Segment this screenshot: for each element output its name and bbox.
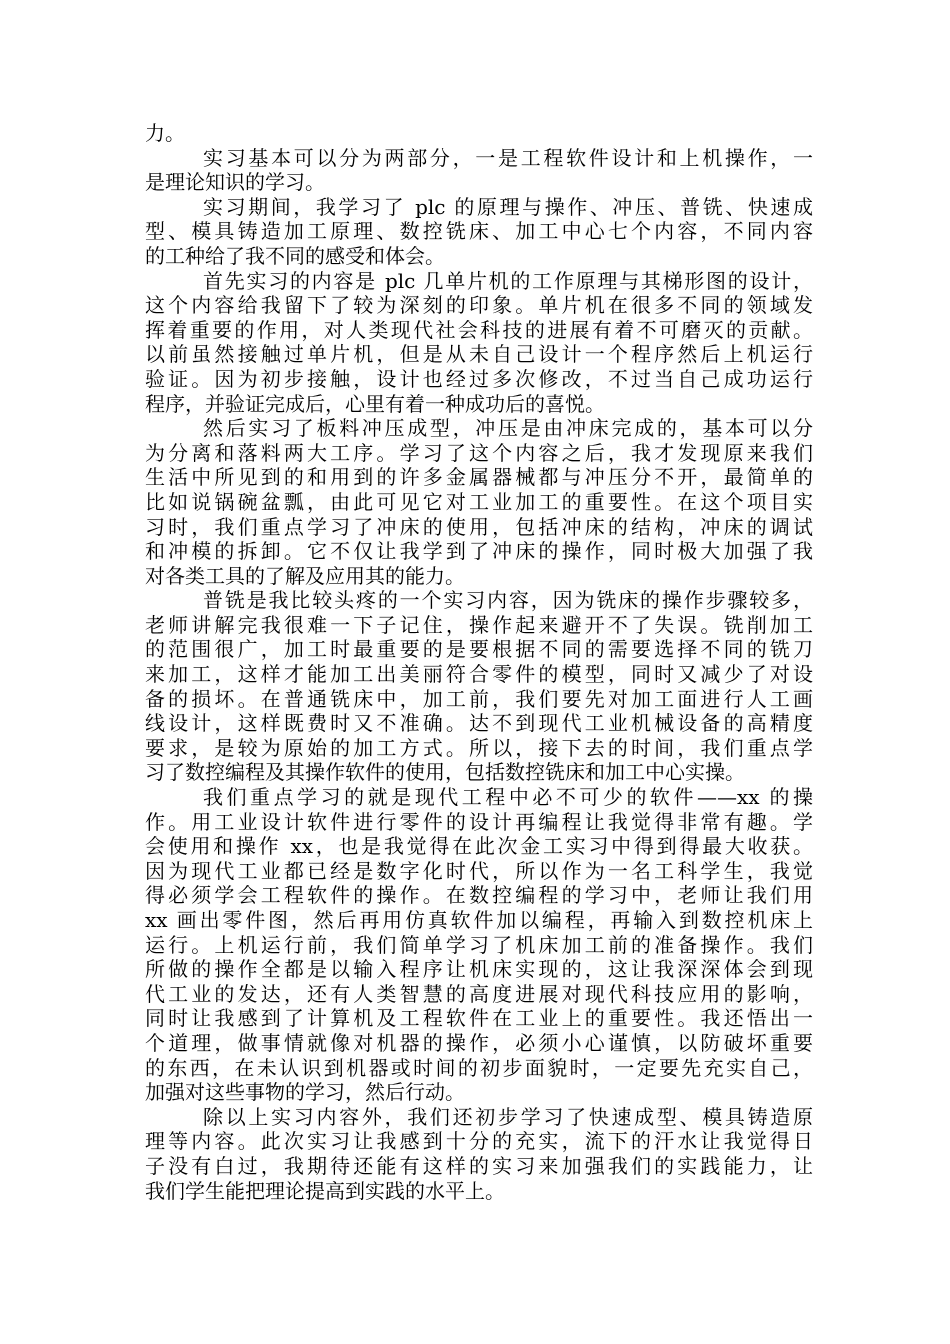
text-line: 为分离和落料两大工序。学习了这个内容之后，我才发现原来我们 [145,440,813,465]
text-line: 个道理，做事情就像对机器的操作，必须小心谨慎，以防破坏重要 [145,1030,813,1055]
text-line: 型、模具铸造加工原理、数控铣床、加工中心七个内容，不同内容 [145,219,813,244]
text-line: 生活中所见到的和用到的许多金属器械都与冲压分不开，最简单的 [145,465,813,490]
text-line: 的范围很广，加工时最重要的是要根据不同的需要选择不同的铣刀 [145,637,813,662]
text-line: 的东西，在未认识到机器或时间的初步面貌时，一定要先充实自己， [145,1055,813,1080]
text-line: 子没有白过，我期待还能有这样的实习来加强我们的实践能力，让 [145,1153,813,1178]
text-line: 首先实习的内容是 plc 几单片机的工作原理与其梯形图的设计， [203,268,813,293]
text-line: 验证。因为初步接触，设计也经过多次修改，不过当自己成功运行 [145,366,813,391]
paragraph [145,269,813,417]
text-line: 挥着重要的作用，对人类现代社会科技的进展有着不可磨灭的贡献。 [145,317,813,342]
text-line: 得必须学会工程软件的操作。在数控编程的学习中，老师让我们用 [145,883,813,908]
text-line: 以前虽然接触过单片机，但是从未自己设计一个程序然后上机运行 [145,342,813,367]
text-line: 作。用工业设计软件进行零件的设计再编程让我觉得非常有趣。学 [145,809,813,834]
text-line: 同时让我感到了计算机及工程软件在工业上的重要性。我还悟出一 [145,1006,813,1031]
text-line: 代工业的发达，还有人类智慧的高度进展对现代科技应用的影响， [145,981,813,1006]
text-line: 备的损坏。在普通铣床中，加工前，我们要先对加工面进行人工画 [145,686,813,711]
text-line: 力。 [145,121,185,145]
text-line: 的工种给了我不同的感受和体会。 [145,243,445,268]
text-line: 是理论知识的学习。 [145,170,325,195]
text-line: 所做的操作全都是以输入程序让机床实现的，这让我深深体会到现 [145,957,813,982]
paragraph [145,195,813,269]
paragraph [145,1105,813,1203]
text-line: 习了数控编程及其操作软件的使用，包括数控铣床和加工中心实操。 [145,760,745,785]
paragraph [145,146,813,195]
text-line: 实习期间，我学习了 plc 的原理与操作、冲压、普铣、快速成 [203,194,813,219]
paragraph [145,121,813,146]
text-line: 程序，并验证完成后，心里有着一种成功后的喜悦。 [145,391,605,416]
text-line: xx 画出零件图，然后再用仿真软件加以编程，再输入到数控机床上 [145,908,813,932]
text-line: 会使用和操作 xx，也是我觉得在此次金工实习中得到得最大收获。 [145,834,813,859]
text-line: 加强对这些事物的学习，然后行动。 [145,1080,465,1105]
text-line: 这个内容给我留下了较为深刻的印象。单片机在很多不同的领域发 [145,293,813,318]
paragraph [145,785,813,1105]
text-line: 对各类工具的了解及应用其的能力。 [145,563,465,588]
text-line: 老师讲解完我很难一下子记住，操作起来避开不了失误。铣削加工 [145,612,813,637]
text-line: 实习基本可以分为两部分，一是工程软件设计和上机操作，一 [203,145,813,170]
text-line: 来加工，这样才能加工出美丽符合零件的模型，同时又减少了对设 [145,662,813,687]
paragraph [145,416,813,588]
text-line: 然后实习了板料冲压成型，冲压是由冲床完成的，基本可以分 [203,416,813,441]
text-line: 比如说锅碗盆瓢，由此可见它对工业加工的重要性。在这个项目实 [145,489,813,514]
text-line: 要求，是较为原始的加工方式。所以，接下去的时间，我们重点学 [145,735,813,760]
text-line: 运行。上机运行前，我们简单学习了机床加工前的准备操作。我们 [145,932,813,957]
document-body [145,121,813,1203]
text-line: 理等内容。此次实习让我感到十分的充实，流下的汗水让我觉得日 [145,1129,813,1154]
text-line: 我们重点学习的就是现代工程中必不可少的软件——xx 的操 [203,785,813,810]
paragraph [145,588,813,785]
text-line: 因为现代工业都已经是数字化时代，所以作为一名工科学生，我觉 [145,858,813,883]
text-line: 普铣是我比较头疼的一个实习内容，因为铣床的操作步骤较多， [203,588,813,613]
text-line: 我们学生能把理论提高到实践的水平上。 [145,1178,505,1203]
text-line: 和冲模的拆卸。它不仅让我学到了冲床的操作，同时极大加强了我 [145,539,813,564]
text-line: 除以上实习内容外，我们还初步学习了快速成型、模具铸造原 [203,1104,813,1129]
text-line: 习时，我们重点学习了冲床的使用，包括冲床的结构，冲床的调试 [145,514,813,539]
text-line: 线设计，这样既费时又不准确。达不到现代工业机械设备的高精度 [145,711,813,736]
